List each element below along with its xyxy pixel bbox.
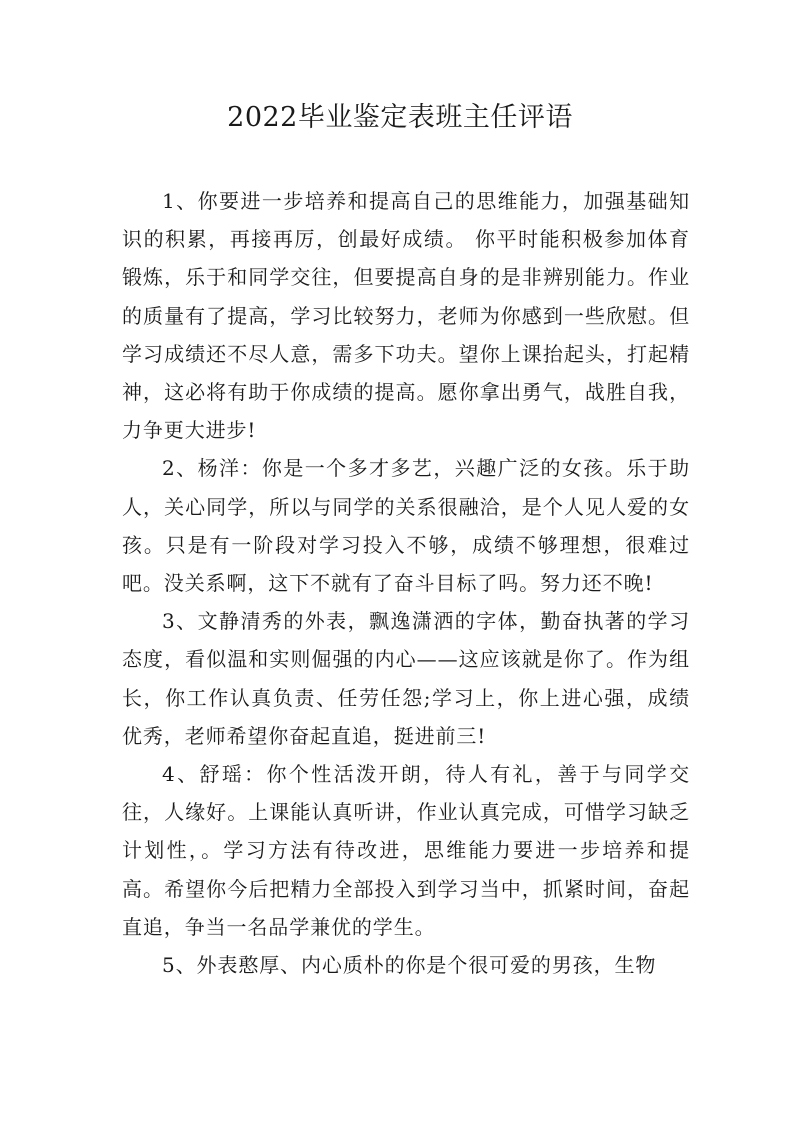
- comment-paragraph-1: 1、你要进一步培养和提高自己的思维能力，加强基础知识的积累，再接再厉，创最好成绩。 你平时能积极参加体育锻炼，乐于和同学交往，但要提高自身的是非辨别能力。作业的质量有了提高，学习比较努力，老师为你感到一些欣慰。但学习成绩还不尽人意，需多下功夫。望你上课抬起头，打起精神，这必将有助于你成绩的提高。愿你拿出勇气，战胜自我，力争更大进步!: [122, 189, 690, 443]
- document-body: [122, 182, 690, 984]
- comment-paragraph-3: 3、文静清秀的外表，飘逸潇洒的字体，勤奋执著的学习态度，看似温和实则倔强的内心——这应该就是你了。作为组长，你工作认真负责、任劳任怨;学习上，你上进心强，成绩优秀，老师希望你奋起直追，挺进前三!: [122, 609, 690, 748]
- document-title: 2022毕业鉴定表班主任评语: [227, 102, 573, 133]
- comment-paragraph-2: 2、杨洋：你是一个多才多艺，兴趣广泛的女孩。乐于助人，关心同学，所以与同学的关系很融洽，是个人见人爱的女孩。只是有一阶段对学习投入不够，成绩不够理想，很难过吧。没关系啊，这下不就有了奋斗目标了吗。努力还不晚!: [122, 456, 690, 596]
- comment-paragraph-5: 5、外表憨厚、内心质朴的你是个很可爱的男孩，生物: [162, 953, 657, 978]
- comment-paragraph-4: 4、舒瑶：你个性活泼开朗，待人有礼，善于与同学交往，人缘好。上课能认真听讲，作业认真完成，可惜学习缺乏计划性，。学习方法有待改进，思维能力要进一步培养和提高。希望你今后把精力全部投入到学习当中，抓紧时间，奋起直追，争当一名品学兼优的学生。: [122, 762, 690, 939]
